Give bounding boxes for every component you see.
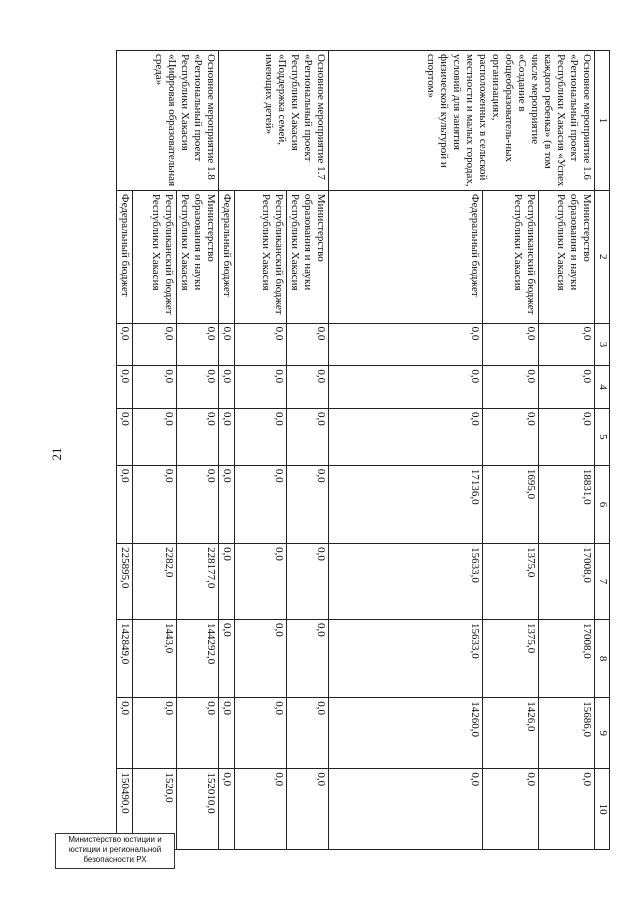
value-cell: 0,0 [287,465,329,543]
header-cell: 9 [595,698,610,769]
value-cell: 0,0 [235,769,287,850]
value-cell: 0,0 [539,408,595,465]
value-cell: 1375,0 [483,544,539,620]
value-cell: 1443,0 [133,619,177,697]
value-cell: 0,0 [235,408,287,465]
value-cell: 0,0 [219,619,235,697]
source-cell: Федеральный бюджет [219,190,235,323]
header-row [595,51,610,850]
rotated-table-container [80,50,610,850]
source-cell: Республиканский бюджет Республики Хакасия [483,190,539,323]
value-cell: 0,0 [235,465,287,543]
value-cell: 0,0 [219,544,235,620]
value-cell: 144292,0 [177,619,219,697]
value-cell: 0,0 [539,366,595,409]
value-cell: 152010,0 [177,769,219,850]
value-cell: 1520,0 [133,769,177,850]
value-cell: 0,0 [287,698,329,769]
stamp-line: Министерство юстиции и [68,835,162,844]
value-cell: 0,0 [235,323,287,366]
value-cell: 0,0 [133,366,177,409]
page-number: 21 [49,447,64,461]
value-cell: 0,0 [177,698,219,769]
value-cell: 0,0 [219,408,235,465]
header-cell: 10 [595,769,610,850]
activity-cell: Основное мероприятие 1.6 «Региональный проект Республики Хакасия «Успех каждого ребенка» (в том числе мероприятие «Создание в общеобразователь-ных организациях, расположенных в сельской местности и малых городах, условий для занятия физической культурой и спортом» [329,51,595,191]
value-cell: 0,0 [287,769,329,850]
value-cell: 0,0 [117,465,133,543]
value-cell: 0,0 [483,408,539,465]
value-cell: 150490,0 [117,769,133,850]
value-cell: 0,0 [483,366,539,409]
value-cell: 1695,0 [483,465,539,543]
value-cell: 0,0 [329,366,483,409]
value-cell: 0,0 [177,408,219,465]
value-cell: 15633,0 [329,619,483,697]
header-cell: 4 [595,366,610,409]
header-cell: 7 [595,544,610,620]
value-cell: 0,0 [177,465,219,543]
value-cell: 0,0 [235,544,287,620]
value-cell: 0,0 [287,408,329,465]
value-cell: 0,0 [133,698,177,769]
value-cell: 225895,0 [117,544,133,620]
table-row [539,51,595,850]
value-cell: 0,0 [287,366,329,409]
value-cell: 0,0 [117,698,133,769]
value-cell: 17136,0 [329,465,483,543]
source-cell: Федеральный бюджет [329,190,483,323]
value-cell: 15633,0 [329,544,483,620]
value-cell: 0,0 [133,465,177,543]
value-cell: 0,0 [117,408,133,465]
value-cell: 0,0 [133,323,177,366]
value-cell: 0,0 [235,619,287,697]
stamp-line: безопасности РХ [83,855,147,864]
value-cell: 0,0 [235,366,287,409]
value-cell: 0,0 [329,323,483,366]
value-cell: 1426,0 [483,698,539,769]
value-cell: 0,0 [219,769,235,850]
source-cell: Федеральный бюджет [117,190,133,323]
value-cell: 228177,0 [177,544,219,620]
value-cell: 0,0 [219,698,235,769]
value-cell: 14260,0 [329,698,483,769]
value-cell: 0,0 [287,323,329,366]
value-cell: 0,0 [329,769,483,850]
value-cell: 0,0 [177,366,219,409]
header-cell: 2 [595,190,610,323]
value-cell: 0,0 [219,323,235,366]
table-row [177,51,219,850]
header-cell: 8 [595,619,610,697]
header-cell: 1 [595,51,610,191]
value-cell: 0,0 [483,769,539,850]
source-cell: Министерство образования и науки Республики Хакасия [539,190,595,323]
value-cell: 0,0 [219,366,235,409]
value-cell: 2282,0 [133,544,177,620]
value-cell: 17008,0 [539,619,595,697]
value-cell: 0,0 [539,323,595,366]
value-cell: 0,0 [177,323,219,366]
source-cell: Республиканский бюджет Республики Хакасия [235,190,287,323]
value-cell: 18831,0 [539,465,595,543]
value-cell: 0,0 [117,323,133,366]
source-cell: Министерство образования и науки Республики Хакасия [177,190,219,323]
value-cell: 0,0 [483,323,539,366]
source-cell: Министерство образования и науки Республики Хакасия [287,190,329,323]
value-cell: 0,0 [235,698,287,769]
value-cell: 142849,0 [117,619,133,697]
header-cell: 3 [595,323,610,366]
value-cell: 0,0 [219,465,235,543]
source-cell: Республиканский бюджет Республики Хакасия [133,190,177,323]
table-row [287,51,329,850]
value-cell: 0,0 [539,769,595,850]
budget-table [80,50,610,850]
value-cell: 17008,0 [539,544,595,620]
value-cell: 0,0 [117,366,133,409]
value-cell: 0,0 [329,408,483,465]
activity-cell: Основное мероприятие 1.8 «Региональный проект Республики Хакасия «Цифровая образовательная среда» [117,51,219,191]
registration-stamp [55,833,175,869]
value-cell: 0,0 [287,619,329,697]
value-cell: 0,0 [133,408,177,465]
activity-cell: Основное мероприятие 1.7 «Региональный проект Республики Хакасия «Поддержка семей, имеющих детей» [219,51,329,191]
value-cell: 1375,0 [483,619,539,697]
value-cell: 15686,0 [539,698,595,769]
stamp-line: юстиции и региональной [68,845,162,854]
header-cell: 6 [595,465,610,543]
value-cell: 0,0 [287,544,329,620]
header-cell: 5 [595,408,610,465]
